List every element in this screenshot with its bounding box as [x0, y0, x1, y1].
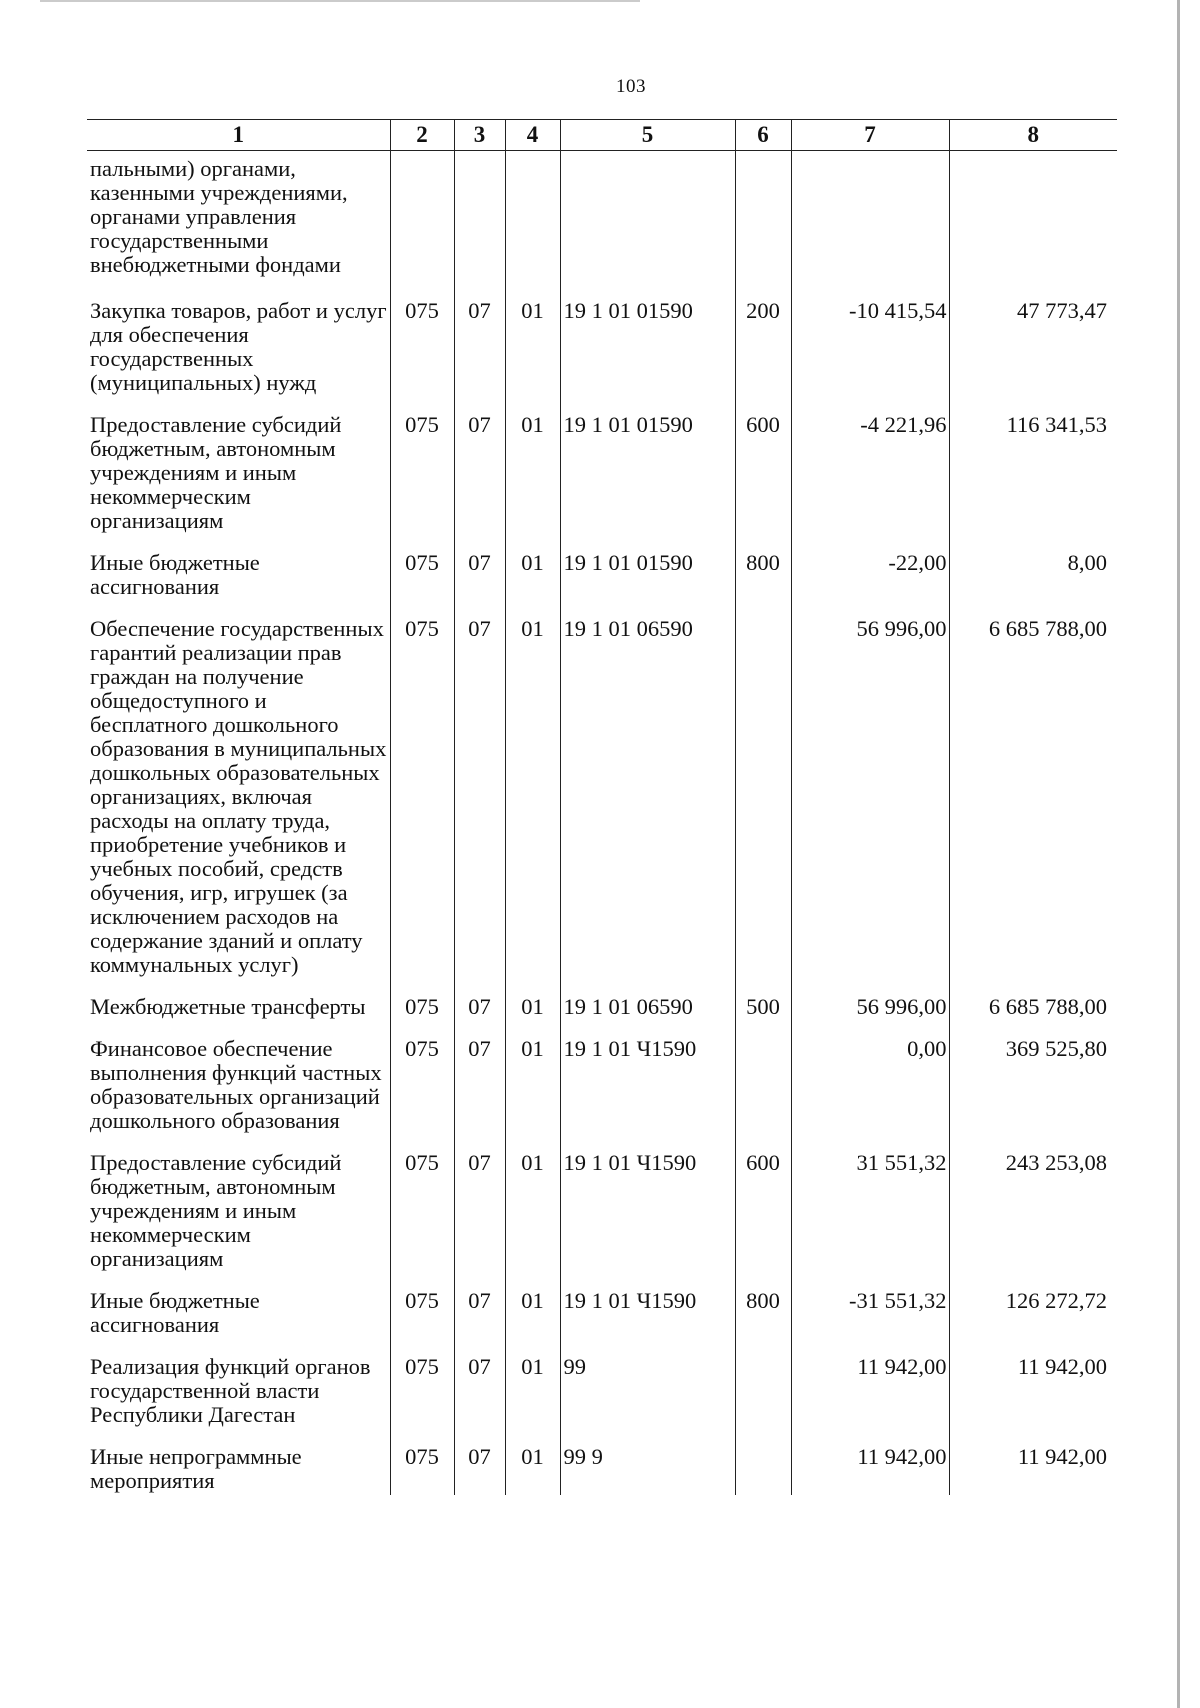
cell-subsection: 01: [505, 1355, 560, 1445]
row-name: Межбюджетные трансферты: [90, 994, 366, 1019]
cell-expense-type: [735, 617, 791, 995]
cell-expense-type: [735, 1037, 791, 1151]
column-header-5: 5: [560, 120, 735, 151]
cell-expense-type: [735, 1355, 791, 1445]
cell-change-amount: -22,00: [791, 551, 949, 617]
cell-subsection: 01: [505, 413, 560, 551]
table-row: [87, 413, 1117, 551]
cell-section: 07: [454, 413, 505, 551]
table-row: [87, 551, 1117, 617]
row-name: Обеспечение государственных гарантий реализации прав граждан на получение общедоступного и бесплатного дошкольного образования в муниципальных дошкольных образовательных организациях, включая расходы на оплату труда, приобретение учебников и учебных пособий, средств обучения, игр, игрушек (за исключением расходов на содержание зданий и оплату коммунальных услуг): [90, 616, 387, 977]
page-number: 103: [616, 76, 646, 97]
scan-edge-top: [40, 0, 640, 2]
cell-total-amount: 11 942,00: [949, 1445, 1117, 1495]
cell-section: 07: [454, 1445, 505, 1495]
row-name: пальными) органами, казенными учреждениями, органами управления государственными внебюджетными фондами: [90, 156, 348, 277]
row-name: Предоставление субсидий бюджетным, автономным учреждениям и иным некоммерческим организациям: [90, 1150, 342, 1271]
cell-expense-type: [735, 151, 791, 300]
column-header-3: 3: [454, 120, 505, 151]
cell-change-amount: 11 942,00: [791, 1355, 949, 1445]
cell-subsection: 01: [505, 1445, 560, 1495]
cell-ministry: 075: [390, 995, 454, 1037]
cell-section: [454, 151, 505, 300]
cell-ministry: 075: [390, 1289, 454, 1355]
cell-subsection: 01: [505, 995, 560, 1037]
cell-subsection: 01: [505, 1289, 560, 1355]
cell-expense-type: 800: [735, 1289, 791, 1355]
row-name: Иные непрограммные мероприятия: [90, 1444, 302, 1493]
cell-ministry: 075: [390, 413, 454, 551]
cell-expense-type: 600: [735, 413, 791, 551]
cell-ministry: 075: [390, 551, 454, 617]
cell-target-code: 99 9: [560, 1445, 735, 1495]
cell-section: 07: [454, 1037, 505, 1151]
cell-target-code: 19 1 01 01590: [560, 413, 735, 551]
column-header-7: 7: [791, 120, 949, 151]
cell-target-code: 19 1 01 01590: [560, 299, 735, 413]
cell-total-amount: 116 341,53: [949, 413, 1117, 551]
row-name: Предоставление субсидий бюджетным, автономным учреждениям и иным некоммерческим организациям: [90, 412, 342, 533]
cell-change-amount: 0,00: [791, 1037, 949, 1151]
cell-ministry: 075: [390, 1151, 454, 1289]
table-row: [87, 151, 1117, 300]
table-row: [87, 299, 1117, 413]
cell-expense-type: 500: [735, 995, 791, 1037]
cell-change-amount: 11 942,00: [791, 1445, 949, 1495]
table-row: [87, 1355, 1117, 1445]
cell-change-amount: -31 551,32: [791, 1289, 949, 1355]
cell-total-amount: [949, 151, 1117, 300]
cell-target-code: [560, 151, 735, 300]
cell-change-amount: [791, 151, 949, 300]
column-header-8: 8: [949, 120, 1117, 151]
cell-subsection: 01: [505, 299, 560, 413]
table-row: [87, 1037, 1117, 1151]
cell-total-amount: 6 685 788,00: [949, 995, 1117, 1037]
cell-target-code: 99: [560, 1355, 735, 1445]
table-row: [87, 995, 1117, 1037]
cell-section: 07: [454, 1151, 505, 1289]
cell-target-code: 19 1 01 Ч1590: [560, 1151, 735, 1289]
column-header-2: 2: [390, 120, 454, 151]
cell-total-amount: 47 773,47: [949, 299, 1117, 413]
cell-total-amount: 8,00: [949, 551, 1117, 617]
cell-total-amount: 11 942,00: [949, 1355, 1117, 1445]
row-name: Реализация функций органов государственной власти Республики Дагестан: [90, 1354, 371, 1427]
row-name: Иные бюджетные ассигнования: [90, 550, 260, 599]
cell-ministry: 075: [390, 1037, 454, 1151]
table-row: [87, 1289, 1117, 1355]
table-row: [87, 1445, 1117, 1495]
cell-ministry: 075: [390, 617, 454, 995]
column-header-1: 1: [87, 120, 390, 151]
cell-change-amount: -4 221,96: [791, 413, 949, 551]
cell-subsection: 01: [505, 617, 560, 995]
cell-ministry: 075: [390, 1355, 454, 1445]
cell-total-amount: 369 525,80: [949, 1037, 1117, 1151]
budget-table: [87, 119, 1117, 1495]
table-row: [87, 1151, 1117, 1289]
cell-target-code: 19 1 01 01590: [560, 551, 735, 617]
cell-subsection: 01: [505, 1151, 560, 1289]
cell-section: 07: [454, 617, 505, 995]
table-row: [87, 617, 1117, 995]
cell-section: 07: [454, 551, 505, 617]
header-row: [87, 120, 1117, 151]
cell-target-code: 19 1 01 06590: [560, 995, 735, 1037]
column-header-4: 4: [505, 120, 560, 151]
column-header-6: 6: [735, 120, 791, 151]
cell-target-code: 19 1 01 Ч1590: [560, 1037, 735, 1151]
cell-section: 07: [454, 299, 505, 413]
row-name: Иные бюджетные ассигнования: [90, 1288, 260, 1337]
cell-subsection: [505, 151, 560, 300]
cell-change-amount: 31 551,32: [791, 1151, 949, 1289]
cell-expense-type: 800: [735, 551, 791, 617]
row-name: Закупка товаров, работ и услуг для обеспечения государственных (муниципальных) нужд: [90, 298, 387, 395]
cell-section: 07: [454, 995, 505, 1037]
cell-ministry: [390, 151, 454, 300]
cell-change-amount: 56 996,00: [791, 995, 949, 1037]
cell-ministry: 075: [390, 299, 454, 413]
cell-expense-type: [735, 1445, 791, 1495]
cell-subsection: 01: [505, 551, 560, 617]
cell-total-amount: 243 253,08: [949, 1151, 1117, 1289]
cell-expense-type: 600: [735, 1151, 791, 1289]
cell-change-amount: 56 996,00: [791, 617, 949, 995]
cell-section: 07: [454, 1289, 505, 1355]
cell-ministry: 075: [390, 1445, 454, 1495]
cell-target-code: 19 1 01 06590: [560, 617, 735, 995]
cell-total-amount: 126 272,72: [949, 1289, 1117, 1355]
cell-change-amount: -10 415,54: [791, 299, 949, 413]
scan-edge-right: [1177, 0, 1180, 1708]
cell-section: 07: [454, 1355, 505, 1445]
cell-target-code: 19 1 01 Ч1590: [560, 1289, 735, 1355]
row-name: Финансовое обеспечение выполнения функций частных образовательных организаций дошкольного образования: [90, 1036, 382, 1133]
cell-expense-type: 200: [735, 299, 791, 413]
cell-total-amount: 6 685 788,00: [949, 617, 1117, 995]
budget-table-container: [87, 119, 1117, 1495]
cell-subsection: 01: [505, 1037, 560, 1151]
